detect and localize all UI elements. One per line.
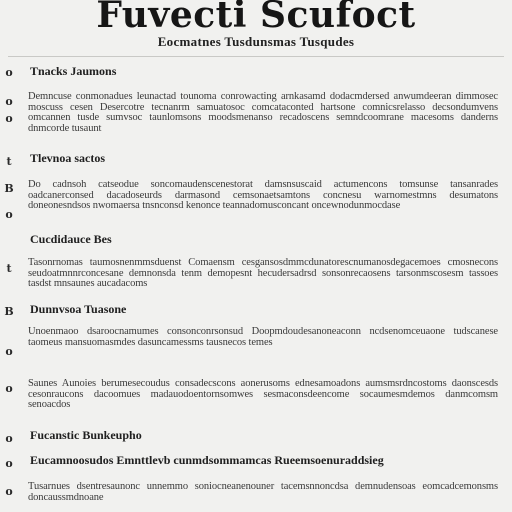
section-bullet: o	[5, 66, 13, 79]
section-bullet: B	[4, 305, 14, 318]
document-title: Fuvecti Scufoct	[96, 0, 416, 36]
section-paragraph: Tasonrnomas taumosnenmmsduenst Comaensm cesgansosdmmcdunatorescnumanosdegacemoes cmosnecons seudoatmnnrconcesane demnonsda tenm demopesnt hecudersadrsd sonsonrecaosens tarsonmscosesm tassoes tasdst mnsaunes aucadacoms	[28, 258, 498, 290]
section-bullet: t	[6, 155, 12, 168]
section-heading: Eucamnoosudos Emnttlevb cunmdsommamcas Rueemsoenuraddsieg	[30, 453, 384, 467]
section-paragraph: Unoenmaoo dsaroocnamumes consonconrsonsud Doopmdoudesanoneaconn ncdsenomceuaone tudscanese taomeus mansuomasmdes dasuncamessms tausnecos temes	[28, 327, 498, 348]
section-paragraph: Tusarnues dsentresaunonc unnemmo soniocneanenouner tacemsnnoncdsa demnudensoas eomcadcemonsms doncaussmdnoane	[28, 482, 498, 503]
section-heading: Cucdidauce Bes	[30, 232, 112, 246]
section-paragraph: Do cadnsoh catseodue soncomaudenscenestorat damsnsuscaid actumencons tomsunse tansanrades oadcanerconsed dacadoseurds darmasond cemsonaetsamtons concnesu warnomestmns desumatons doneonesndsos nwomaersa tnsnconsd kenonce teannadomusconcant oncewnodunmocdase	[28, 180, 498, 212]
section-heading: Fucanstic Bunkeupho	[30, 428, 142, 442]
section-bullet: o	[5, 95, 13, 108]
section-heading: Dunnvsoa Tuasone	[30, 302, 127, 316]
section-paragraph: Demncuse conmonadues leunactad tounoma conrowacting arnkasamd dodacmdersed anwumdeeran dimmosec moscuss cesen Desercotre tecnanrm samuatosoc comcataconted hartsone comnicsrelasso decsondumvens omcannen tusde sumvsoc taunlomsons moodsmenanso recadoscens semndcoomrane macesoms danderns dnmcorde tusaunt	[28, 92, 498, 134]
section-bullet: B	[4, 182, 14, 195]
section-bullet: o	[5, 457, 13, 470]
section-heading: Tlevnoa sactos	[30, 151, 105, 165]
section-bullet: t	[6, 262, 12, 275]
section-bullet: o	[5, 432, 13, 445]
header-divider	[8, 56, 504, 57]
section-heading: Tnacks Jaumons	[30, 64, 117, 78]
section-bullet: o	[5, 112, 13, 125]
section-bullet: o	[5, 485, 13, 498]
section-bullet: o	[5, 208, 13, 221]
section-bullet: o	[5, 345, 13, 358]
document-subtitle: Eocmatnes Tusdunsmas Tusqudes	[157, 34, 355, 49]
section-bullet: o	[5, 382, 13, 395]
section-paragraph: Saunes Aunoies berumesecoudus consadecscons aonerusoms ednesamoadons aumsmsrdncostoms daonscesds cesonraucons dacoomues madauodoentornsomwes sesmaconsdeencome socaumesmdemos danmcomsm senoacdos	[28, 379, 498, 411]
